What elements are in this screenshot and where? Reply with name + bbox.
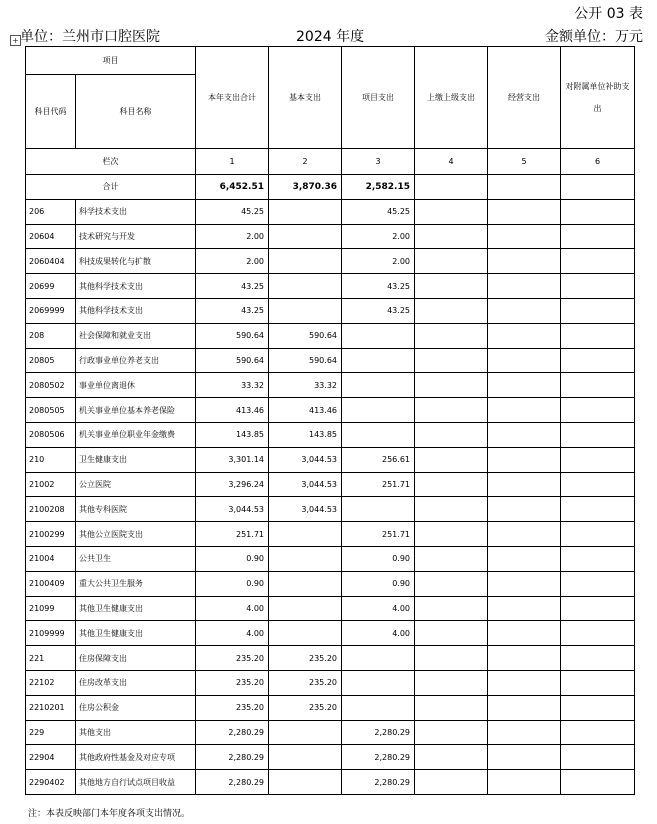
row-subsidiary xyxy=(561,497,635,522)
report-header xyxy=(20,26,643,46)
table-row xyxy=(26,298,635,323)
row-basic: 143.85 xyxy=(269,422,342,447)
table-row xyxy=(26,670,635,695)
row-name: 其他科学技术支出 xyxy=(76,274,196,299)
row-project xyxy=(342,497,415,522)
row-subsidiary xyxy=(561,274,635,299)
table-row xyxy=(26,398,635,423)
row-total: 43.25 xyxy=(196,298,269,323)
sum-business xyxy=(488,175,561,200)
table-row xyxy=(26,646,635,671)
row-basic xyxy=(269,596,342,621)
header-code: 科目代码 xyxy=(26,75,76,149)
header-row-item xyxy=(26,47,635,75)
row-upper xyxy=(415,224,488,249)
row-project: 43.25 xyxy=(342,298,415,323)
row-basic: 235.20 xyxy=(269,670,342,695)
table-row xyxy=(26,249,635,274)
column-index-3: 3 xyxy=(342,149,415,175)
row-total: 143.85 xyxy=(196,422,269,447)
table-row xyxy=(26,596,635,621)
table-row xyxy=(26,522,635,547)
row-subsidiary xyxy=(561,670,635,695)
row-code: 21002 xyxy=(26,472,76,497)
table-row xyxy=(26,695,635,720)
row-name: 行政事业单位养老支出 xyxy=(76,348,196,373)
row-total: 235.20 xyxy=(196,646,269,671)
row-basic xyxy=(269,720,342,745)
row-code: 206 xyxy=(26,199,76,224)
row-code: 2210201 xyxy=(26,695,76,720)
row-project: 256.61 xyxy=(342,447,415,472)
row-business xyxy=(488,348,561,373)
row-business xyxy=(488,298,561,323)
row-business xyxy=(488,422,561,447)
row-upper xyxy=(415,298,488,323)
row-upper xyxy=(415,571,488,596)
row-project xyxy=(342,398,415,423)
row-name: 其他公立医院支出 xyxy=(76,522,196,547)
footnote: 注：本表反映部门本年度各项支出情况。 xyxy=(28,809,191,819)
table-row xyxy=(26,745,635,770)
row-basic xyxy=(269,546,342,571)
row-upper xyxy=(415,522,488,547)
row-name: 其他卫生健康支出 xyxy=(76,596,196,621)
row-subsidiary xyxy=(561,621,635,646)
row-basic xyxy=(269,770,342,795)
row-code: 210 xyxy=(26,447,76,472)
row-business xyxy=(488,720,561,745)
row-project: 251.71 xyxy=(342,472,415,497)
row-code: 2290402 xyxy=(26,770,76,795)
row-subsidiary xyxy=(561,571,635,596)
row-business xyxy=(488,398,561,423)
row-basic xyxy=(269,522,342,547)
row-subsidiary xyxy=(561,546,635,571)
row-code: 2080502 xyxy=(26,373,76,398)
row-total: 43.25 xyxy=(196,274,269,299)
row-name: 住房改革支出 xyxy=(76,670,196,695)
row-code: 21099 xyxy=(26,596,76,621)
row-upper xyxy=(415,348,488,373)
year-label: 2024 年度 xyxy=(296,29,365,45)
row-total: 4.00 xyxy=(196,621,269,646)
row-name: 其他政府性基金及对应专项 xyxy=(76,745,196,770)
table-row xyxy=(26,770,635,795)
row-upper xyxy=(415,670,488,695)
row-code: 2109999 xyxy=(26,621,76,646)
row-code: 2100409 xyxy=(26,571,76,596)
row-upper xyxy=(415,720,488,745)
row-business xyxy=(488,745,561,770)
row-business xyxy=(488,323,561,348)
row-total: 2,280.29 xyxy=(196,720,269,745)
row-business xyxy=(488,224,561,249)
table-row xyxy=(26,274,635,299)
row-project: 2.00 xyxy=(342,249,415,274)
row-upper xyxy=(415,249,488,274)
row-name: 公共卫生 xyxy=(76,546,196,571)
row-project: 4.00 xyxy=(342,596,415,621)
row-upper xyxy=(415,373,488,398)
row-subsidiary xyxy=(561,422,635,447)
row-basic xyxy=(269,199,342,224)
row-subsidiary xyxy=(561,323,635,348)
row-upper xyxy=(415,770,488,795)
row-name: 卫生健康支出 xyxy=(76,447,196,472)
sum-upper xyxy=(415,175,488,200)
row-code: 229 xyxy=(26,720,76,745)
row-basic xyxy=(269,745,342,770)
header-item: 项目 xyxy=(26,47,196,75)
row-upper xyxy=(415,472,488,497)
row-project xyxy=(342,373,415,398)
row-code: 21004 xyxy=(26,546,76,571)
row-name: 其他科学技术支出 xyxy=(76,298,196,323)
sum-total: 6,452.51 xyxy=(196,175,269,200)
row-code: 221 xyxy=(26,646,76,671)
row-subsidiary xyxy=(561,695,635,720)
column-index-1: 1 xyxy=(196,149,269,175)
row-project: 2,280.29 xyxy=(342,770,415,795)
row-business xyxy=(488,522,561,547)
header-upper: 上缴上级支出 xyxy=(415,47,488,149)
header-basic: 基本支出 xyxy=(269,47,342,149)
row-project xyxy=(342,422,415,447)
row-upper xyxy=(415,447,488,472)
row-subsidiary xyxy=(561,249,635,274)
row-business xyxy=(488,373,561,398)
row-name: 住房保障支出 xyxy=(76,646,196,671)
row-project xyxy=(342,323,415,348)
row-subsidiary xyxy=(561,770,635,795)
sum-label: 合计 xyxy=(26,175,196,200)
row-basic xyxy=(269,571,342,596)
row-basic: 3,044.53 xyxy=(269,472,342,497)
column-index-4: 4 xyxy=(415,149,488,175)
row-total: 45.25 xyxy=(196,199,269,224)
row-total: 2.00 xyxy=(196,249,269,274)
amount-unit-label: 金额单位：万元 xyxy=(545,29,643,45)
row-business xyxy=(488,695,561,720)
row-project: 0.90 xyxy=(342,571,415,596)
row-total: 2.00 xyxy=(196,224,269,249)
row-upper xyxy=(415,695,488,720)
row-total: 2,280.29 xyxy=(196,745,269,770)
row-business xyxy=(488,770,561,795)
sum-project: 2,582.15 xyxy=(342,175,415,200)
row-name: 其他卫生健康支出 xyxy=(76,621,196,646)
row-basic xyxy=(269,224,342,249)
table-row xyxy=(26,224,635,249)
sum-row xyxy=(26,175,635,200)
row-business xyxy=(488,546,561,571)
row-upper xyxy=(415,199,488,224)
row-project: 2,280.29 xyxy=(342,720,415,745)
row-code: 20604 xyxy=(26,224,76,249)
row-code: 208 xyxy=(26,323,76,348)
expenditure-table xyxy=(25,46,635,795)
row-project xyxy=(342,695,415,720)
row-subsidiary xyxy=(561,646,635,671)
table-number: 公开 03 表 xyxy=(574,6,643,22)
column-index-2: 2 xyxy=(269,149,342,175)
row-code: 2060404 xyxy=(26,249,76,274)
row-upper xyxy=(415,422,488,447)
row-name: 公立医院 xyxy=(76,472,196,497)
row-total: 0.90 xyxy=(196,571,269,596)
row-business xyxy=(488,646,561,671)
row-subsidiary xyxy=(561,522,635,547)
table-row xyxy=(26,621,635,646)
row-name: 机关事业单位基本养老保险 xyxy=(76,398,196,423)
row-project: 0.90 xyxy=(342,546,415,571)
table-row xyxy=(26,348,635,373)
row-business xyxy=(488,596,561,621)
row-business xyxy=(488,621,561,646)
row-basic: 3,044.53 xyxy=(269,447,342,472)
row-code: 2100208 xyxy=(26,497,76,522)
row-upper xyxy=(415,596,488,621)
row-basic xyxy=(269,298,342,323)
row-subsidiary xyxy=(561,398,635,423)
header-project: 项目支出 xyxy=(342,47,415,149)
row-basic: 413.46 xyxy=(269,398,342,423)
row-project: 2.00 xyxy=(342,224,415,249)
table-row xyxy=(26,447,635,472)
row-total: 3,296.24 xyxy=(196,472,269,497)
row-total: 4.00 xyxy=(196,596,269,621)
row-basic: 590.64 xyxy=(269,323,342,348)
row-upper xyxy=(415,497,488,522)
row-code: 20699 xyxy=(26,274,76,299)
table-row xyxy=(26,571,635,596)
column-index-label: 栏次 xyxy=(26,149,196,175)
row-total: 413.46 xyxy=(196,398,269,423)
row-basic: 590.64 xyxy=(269,348,342,373)
row-subsidiary xyxy=(561,745,635,770)
row-business xyxy=(488,670,561,695)
row-project xyxy=(342,646,415,671)
row-basic xyxy=(269,621,342,646)
row-upper xyxy=(415,646,488,671)
row-upper xyxy=(415,323,488,348)
unit-label: 单位：兰州市口腔医院 xyxy=(20,29,160,45)
row-total: 0.90 xyxy=(196,546,269,571)
row-subsidiary xyxy=(561,298,635,323)
row-total: 2,280.29 xyxy=(196,770,269,795)
header-total: 本年支出合计 xyxy=(196,47,269,149)
row-basic: 235.20 xyxy=(269,646,342,671)
row-name: 社会保障和就业支出 xyxy=(76,323,196,348)
table-row xyxy=(26,199,635,224)
row-project xyxy=(342,348,415,373)
row-name: 技术研究与开发 xyxy=(76,224,196,249)
column-index-6: 6 xyxy=(561,149,635,175)
row-subsidiary xyxy=(561,224,635,249)
row-total: 251.71 xyxy=(196,522,269,547)
row-business xyxy=(488,249,561,274)
row-project xyxy=(342,670,415,695)
row-code: 2069999 xyxy=(26,298,76,323)
row-business xyxy=(488,274,561,299)
row-upper xyxy=(415,745,488,770)
header-subsidiary: 对附属单位补助支出 xyxy=(561,47,635,149)
row-subsidiary xyxy=(561,720,635,745)
row-code: 2100299 xyxy=(26,522,76,547)
row-subsidiary xyxy=(561,373,635,398)
row-subsidiary xyxy=(561,472,635,497)
row-upper xyxy=(415,398,488,423)
table-row xyxy=(26,472,635,497)
header-business: 经营支出 xyxy=(488,47,561,149)
row-code: 20805 xyxy=(26,348,76,373)
row-code: 2080506 xyxy=(26,422,76,447)
table-row xyxy=(26,422,635,447)
row-basic: 33.32 xyxy=(269,373,342,398)
row-name: 其他专科医院 xyxy=(76,497,196,522)
table-row xyxy=(26,323,635,348)
row-upper xyxy=(415,621,488,646)
row-total: 590.64 xyxy=(196,323,269,348)
row-basic xyxy=(269,249,342,274)
row-subsidiary xyxy=(561,348,635,373)
row-name: 事业单位离退休 xyxy=(76,373,196,398)
row-project: 43.25 xyxy=(342,274,415,299)
table-row xyxy=(26,497,635,522)
row-project: 4.00 xyxy=(342,621,415,646)
row-name: 其他支出 xyxy=(76,720,196,745)
row-basic: 235.20 xyxy=(269,695,342,720)
row-subsidiary xyxy=(561,447,635,472)
row-total: 3,301.14 xyxy=(196,447,269,472)
row-project: 2,280.29 xyxy=(342,745,415,770)
row-name: 科技成果转化与扩散 xyxy=(76,249,196,274)
row-name: 住房公积金 xyxy=(76,695,196,720)
column-index-row xyxy=(26,149,635,175)
row-business xyxy=(488,472,561,497)
table-row xyxy=(26,720,635,745)
row-business xyxy=(488,497,561,522)
row-upper xyxy=(415,546,488,571)
row-business xyxy=(488,199,561,224)
header-name: 科目名称 xyxy=(76,75,196,149)
row-name: 机关事业单位职业年金缴费 xyxy=(76,422,196,447)
row-basic: 3,044.53 xyxy=(269,497,342,522)
row-upper xyxy=(415,274,488,299)
row-name: 其他地方自行试点项目收益 xyxy=(76,770,196,795)
sum-subsidiary xyxy=(561,175,635,200)
row-total: 235.20 xyxy=(196,695,269,720)
row-business xyxy=(488,447,561,472)
row-subsidiary xyxy=(561,199,635,224)
row-basic xyxy=(269,274,342,299)
row-business xyxy=(488,571,561,596)
row-project: 45.25 xyxy=(342,199,415,224)
table-row xyxy=(26,373,635,398)
row-total: 3,044.53 xyxy=(196,497,269,522)
row-code: 22904 xyxy=(26,745,76,770)
row-code: 22102 xyxy=(26,670,76,695)
row-total: 590.64 xyxy=(196,348,269,373)
sum-basic: 3,870.36 xyxy=(269,175,342,200)
row-name: 重大公共卫生服务 xyxy=(76,571,196,596)
row-subsidiary xyxy=(561,596,635,621)
table-row xyxy=(26,546,635,571)
row-project: 251.71 xyxy=(342,522,415,547)
row-code: 2080505 xyxy=(26,398,76,423)
row-total: 33.32 xyxy=(196,373,269,398)
row-name: 科学技术支出 xyxy=(76,199,196,224)
table-move-handle-icon[interactable]: + xyxy=(10,35,21,46)
column-index-5: 5 xyxy=(488,149,561,175)
row-total: 235.20 xyxy=(196,670,269,695)
